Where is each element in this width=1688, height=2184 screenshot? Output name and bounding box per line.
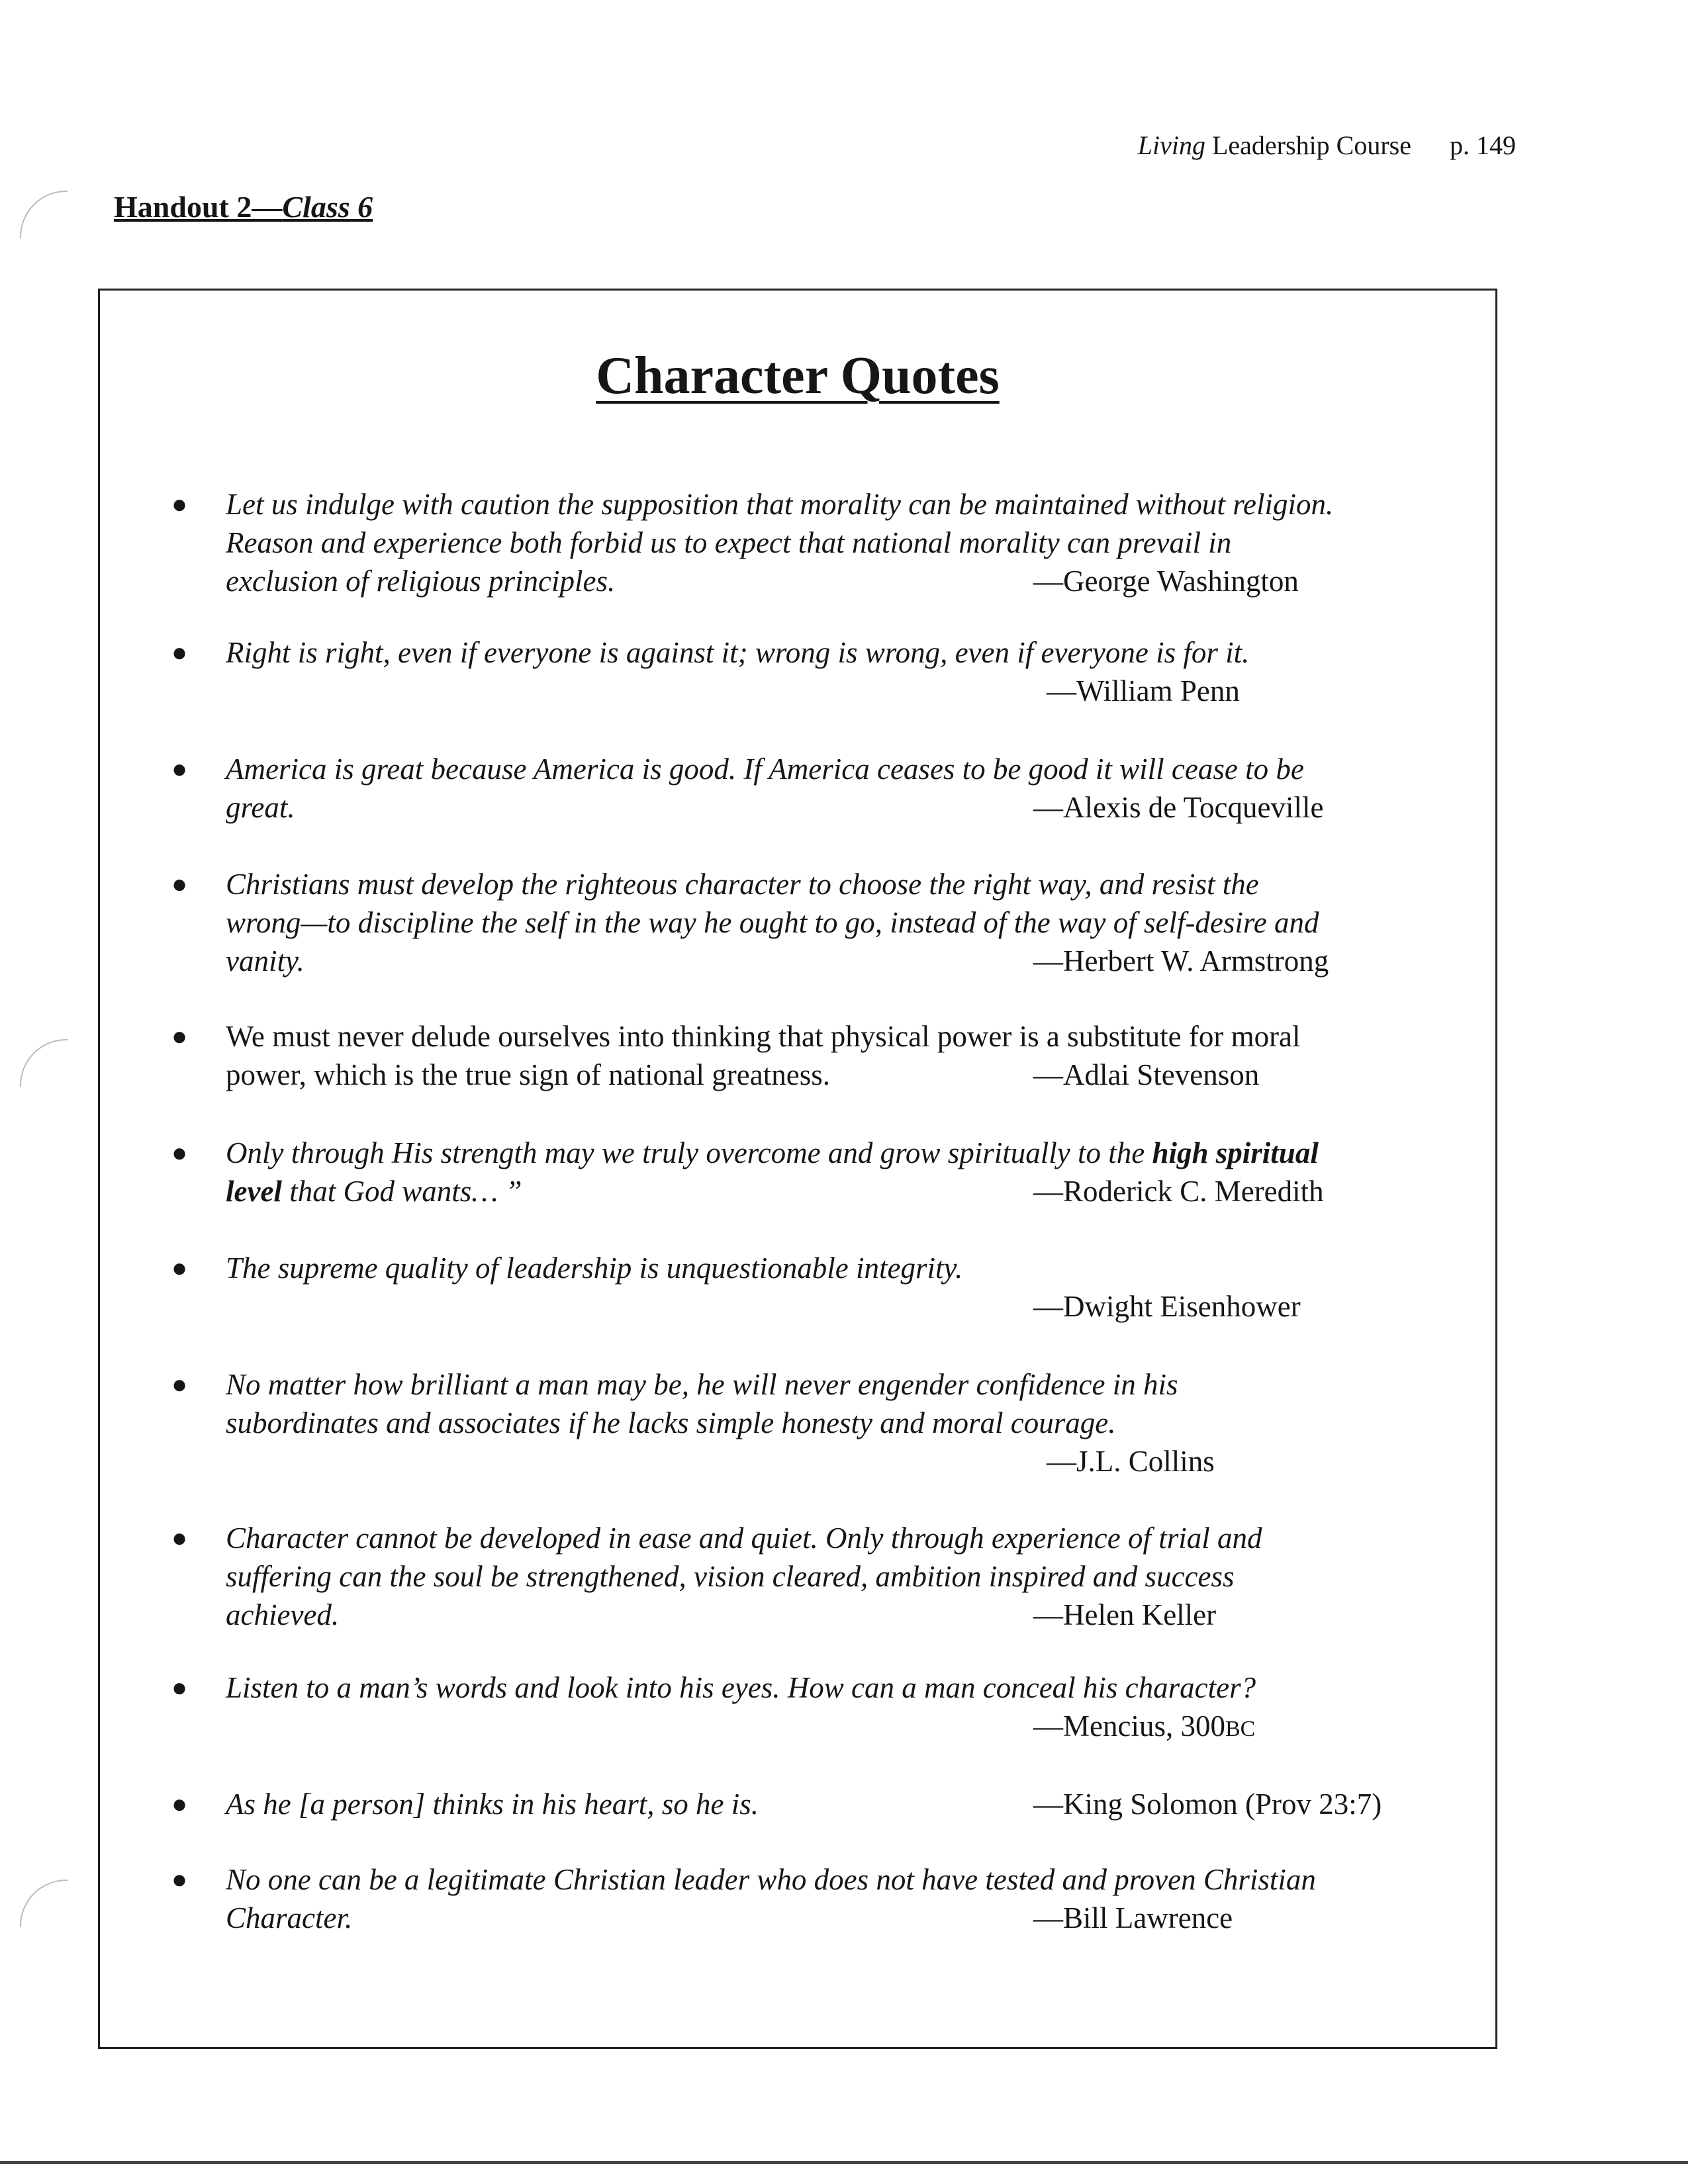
bullet: ●	[171, 754, 188, 784]
quote-author: —Herbert W. Armstrong	[1033, 944, 1329, 978]
author-era: BC	[1225, 1717, 1256, 1741]
quote-author: —Roderick C. Meredith	[1033, 1175, 1324, 1208]
quote-text	[226, 1365, 1469, 1442]
bullet: ●	[171, 489, 188, 519]
bullet: ●	[171, 1523, 188, 1553]
quote-fragment: that God wants… ”	[281, 1175, 522, 1208]
quote-line: vanity.	[226, 944, 305, 978]
quote-line: No matter how brilliant a man may be, he will never engender confidence in his	[226, 1368, 1178, 1401]
quote-author: —Alexis de Tocqueville	[1033, 791, 1324, 824]
quote-fragment: Only through His strength may we truly overcome and grow spiritually to the	[226, 1136, 1152, 1169]
quote-line: subordinates and associates if he lacks simple honesty and moral courage.	[226, 1406, 1116, 1439]
handout-class: Class 6	[282, 190, 373, 224]
bullet: ●	[171, 1138, 188, 1167]
quote-line	[226, 1134, 1469, 1172]
course-name-italic: Living	[1137, 130, 1205, 160]
scan-edge	[0, 2161, 1688, 2164]
quote-text	[226, 1519, 1469, 1634]
hole-punch-mark	[20, 191, 68, 238]
bullet: ●	[171, 1672, 188, 1702]
page-number: p. 149	[1450, 130, 1516, 160]
bullet: ●	[171, 637, 188, 667]
quote-author: —William Penn	[1047, 674, 1240, 707]
bullet: ●	[171, 869, 188, 899]
quotes-box	[98, 289, 1497, 2049]
bullet: ●	[171, 1789, 188, 1819]
hole-punch-mark	[20, 1039, 68, 1087]
course-header	[1138, 130, 1516, 161]
quote-line: No one can be a legitimate Christian leader who does not have tested and proven Christian	[226, 1863, 1316, 1896]
quote-line: Christians must develop the righteous character to choose the right way, and resist the	[226, 868, 1259, 901]
quote-line: Listen to a man’s words and look into his eyes. How can a man conceal his character?	[226, 1671, 1256, 1704]
quote-text	[226, 1860, 1469, 1937]
bullet: ●	[171, 1369, 188, 1399]
quote-author: —Dwight Eisenhower	[1033, 1290, 1301, 1323]
quote-text	[226, 1668, 1469, 1707]
quote-emphasis: level	[226, 1175, 282, 1208]
bullet: ●	[171, 1864, 188, 1894]
quote-author: —Bill Lawrence	[1033, 1901, 1233, 1934]
quote-line: power, which is the true sign of national greatness.	[226, 1058, 830, 1091]
quote-line: Right is right, even if everyone is against it; wrong is wrong, even if everyone is for it.	[226, 636, 1250, 669]
quote-line: Reason and experience both forbid us to expect that national morality can prevail in	[226, 526, 1232, 559]
quote-line: great.	[226, 791, 295, 824]
bullet: ●	[171, 1253, 188, 1283]
course-name: Leadership Course	[1205, 130, 1411, 160]
quote-line: As he [a person] thinks in his heart, so he is.	[226, 1788, 759, 1821]
quote-line: Let us indulge with caution the supposition that morality can be maintained without religion.	[226, 488, 1334, 521]
quote-author: —George Washington	[1033, 565, 1299, 598]
bullet: ●	[171, 1021, 188, 1051]
quote-author: —Adlai Stevenson	[1033, 1058, 1260, 1091]
handout-label	[114, 189, 373, 224]
quote-author	[1033, 1707, 1255, 1749]
quote-line: achieved.	[226, 1598, 340, 1631]
quote-line: Character cannot be developed in ease and quiet. Only through experience of trial and	[226, 1522, 1262, 1555]
quote-line: America is great because America is good. If America ceases to be good it will cease to be	[226, 752, 1304, 786]
quote-line: The supreme quality of leadership is unquestionable integrity.	[226, 1251, 963, 1285]
page-title: Character Quotes	[596, 347, 1000, 405]
quote-text	[226, 1017, 1469, 1094]
quote-line: wrong—to discipline the self in the way he ought to go, instead of the way of self-desire and	[226, 906, 1319, 939]
quote-author: —Helen Keller	[1033, 1598, 1217, 1631]
quote-text	[226, 1249, 1469, 1287]
quote-emphasis: high spiritual	[1152, 1136, 1319, 1169]
quote-line: exclusion of religious principles.	[226, 565, 616, 598]
quote-author: —J.L. Collins	[1047, 1445, 1215, 1478]
quote-text	[226, 633, 1469, 672]
quote-line: We must never delude ourselves into thinking that physical power is a substitute for moral	[226, 1020, 1301, 1053]
quote-line: suffering can the soul be strengthened, vision cleared, ambition inspired and success	[226, 1560, 1235, 1593]
hole-punch-mark	[20, 1880, 68, 1927]
quote-author: —King Solomon (Prov 23:7)	[1033, 1788, 1382, 1821]
handout-number: Handout 2—	[114, 190, 283, 224]
quote-line: Character.	[226, 1901, 353, 1934]
author-name: —Mencius, 300	[1033, 1709, 1225, 1743]
